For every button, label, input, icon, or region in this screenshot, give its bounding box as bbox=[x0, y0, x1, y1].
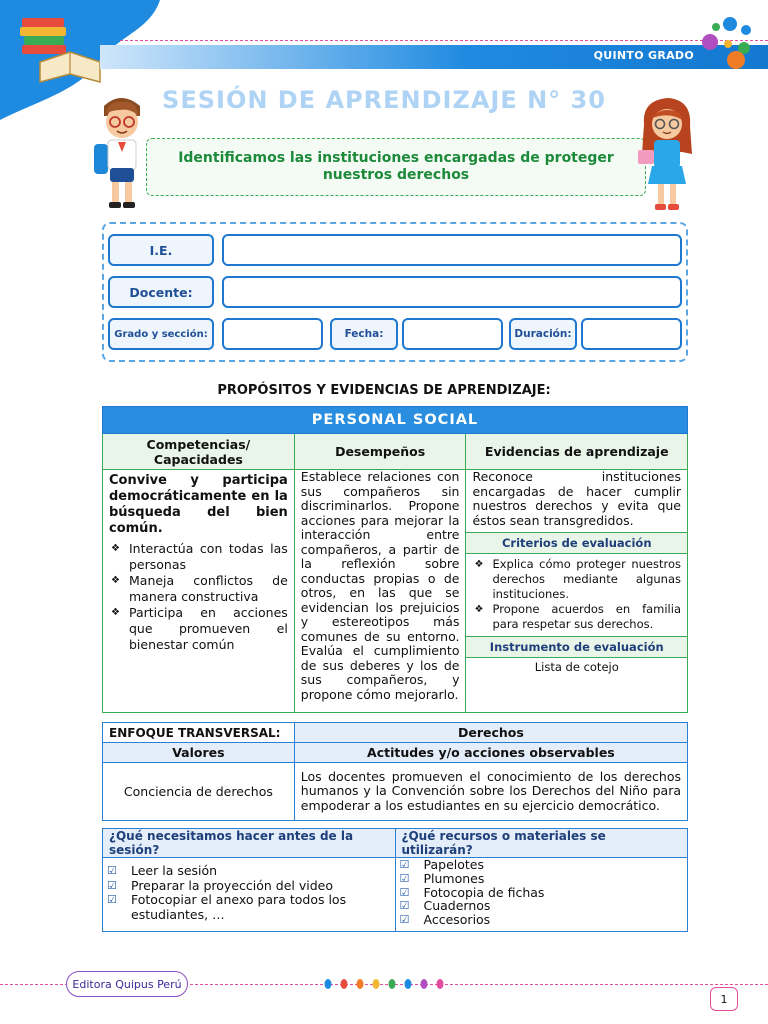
list-item: ☑ Accesorios bbox=[396, 913, 688, 927]
criterios-title: Criterios de evaluación bbox=[466, 533, 687, 554]
list-item: ☑ Cuadernos bbox=[396, 899, 688, 913]
grado-label: Grado y sección: bbox=[108, 318, 214, 350]
list-item: ❖ Propone acuerdos en familia para respetar sus derechos. bbox=[472, 602, 681, 632]
enfoque-label: ENFOQUE TRANSVERSAL: bbox=[103, 723, 295, 743]
antes-cell bbox=[103, 858, 396, 932]
boy-student-illustration bbox=[90, 92, 152, 214]
list-item: ❖ Interactúa con todas las personas bbox=[109, 541, 288, 573]
grade-label: QUINTO GRADO bbox=[593, 49, 694, 62]
col-competencias: Competencias/ Capacidades bbox=[103, 434, 295, 470]
list-item: ☑ Papelotes bbox=[396, 858, 688, 872]
desempenos-text: Establece relaciones con sus compañeros sin discriminarlos. Propone acciones para mejorar la interacción entre compañeros, a partir de la reflexión sobre conductas propias o de otros, en las que se evidencian los prejuicios y estereotipos más comunes de su entorno. Evalúa el cumplimiento de sus deberes y los de sus compañeros, y propone cómo mejorarlo. bbox=[300, 469, 460, 702]
duracion-label: Duración: bbox=[509, 318, 577, 350]
col-evidencias: Evidencias de aprendizaje bbox=[466, 434, 688, 470]
list-item: ☑ Fotocopia de fichas bbox=[396, 886, 688, 900]
preparation-table bbox=[102, 828, 688, 932]
list-item: ❖ Explica cómo proteger nuestros derechos mediante algunas instituciones. bbox=[472, 557, 681, 602]
girl-student-illustration bbox=[632, 94, 702, 214]
instrumento-title: Instrumento de evaluación bbox=[466, 637, 687, 658]
antes-list bbox=[103, 864, 395, 922]
valor-text: Conciencia de derechos bbox=[103, 763, 295, 821]
list-item: ☑ Fotocopiar el anexo para todos los estudiantes, … bbox=[103, 893, 395, 922]
fecha-label: Fecha: bbox=[330, 318, 398, 350]
actitud-text: Los docentes promueven el conocimiento de los derechos humanos y la Convención sobre los Derechos del Niño para empoderar a los estudiantes en su ejercicio democrático. bbox=[294, 763, 687, 821]
area-title: PERSONAL SOCIAL bbox=[103, 407, 688, 434]
capacidades-list bbox=[109, 541, 288, 653]
evidencia-text: Reconoce instituciones encargadas de hacer cumplir nuestros derechos y evita que éstos sean transgredidos. bbox=[466, 470, 687, 533]
colored-drops-decoration bbox=[322, 977, 452, 993]
criterios-list bbox=[466, 554, 687, 637]
session-subtitle: Identificamos las instituciones encargadas de proteger nuestros derechos bbox=[178, 150, 614, 183]
col-valores: Valores bbox=[103, 743, 295, 763]
header-dashed-line bbox=[120, 40, 768, 41]
grado-field[interactable] bbox=[222, 318, 323, 350]
desempenos-cell bbox=[294, 470, 466, 713]
enfoque-value: Derechos bbox=[294, 723, 687, 743]
purposes-title: PROPÓSITOS Y EVIDENCIAS DE APRENDIZAJE: bbox=[217, 383, 551, 398]
duracion-field[interactable] bbox=[581, 318, 682, 350]
fecha-field[interactable] bbox=[402, 318, 503, 350]
session-title: SESIÓN DE APRENDIZAJE N° 30 bbox=[162, 86, 606, 114]
list-item: ☑ Leer la sesión bbox=[103, 864, 395, 879]
publisher-badge: Editora Quipus Perú bbox=[66, 971, 188, 997]
page-number: 1 bbox=[710, 987, 738, 1011]
enfoque-table bbox=[102, 722, 688, 821]
competencia-title: Convive y participa democráticamente en la búsqueda del bien común. bbox=[109, 473, 288, 536]
colored-dots-decoration bbox=[700, 14, 758, 72]
recursos-question: ¿Qué recursos o materiales se utilizarán? bbox=[395, 829, 688, 858]
list-item: ❖ Participa en acciones que promueven el bienestar común bbox=[109, 605, 288, 653]
list-item: ❖ Maneja conflictos de manera constructiva bbox=[109, 573, 288, 605]
docente-field[interactable] bbox=[222, 276, 682, 308]
competencia-cell bbox=[103, 470, 295, 713]
list-item: ☑ Preparar la proyección del video bbox=[103, 879, 395, 894]
docente-label: Docente: bbox=[108, 276, 214, 308]
recursos-cell bbox=[395, 858, 688, 932]
list-item: ☑ Plumones bbox=[396, 872, 688, 886]
col-actitudes: Actitudes y/o acciones observables bbox=[294, 743, 687, 763]
session-subtitle-box bbox=[146, 138, 646, 196]
col-desempenos: Desempeños bbox=[294, 434, 466, 470]
evidencias-cell bbox=[466, 470, 688, 713]
recursos-list bbox=[396, 858, 688, 927]
learning-table bbox=[102, 406, 688, 713]
instrumento-value: Lista de cotejo bbox=[534, 660, 619, 674]
ie-label: I.E. bbox=[108, 234, 214, 266]
antes-question: ¿Qué necesitamos hacer antes de la sesión? bbox=[103, 829, 396, 858]
ie-field[interactable] bbox=[222, 234, 682, 266]
